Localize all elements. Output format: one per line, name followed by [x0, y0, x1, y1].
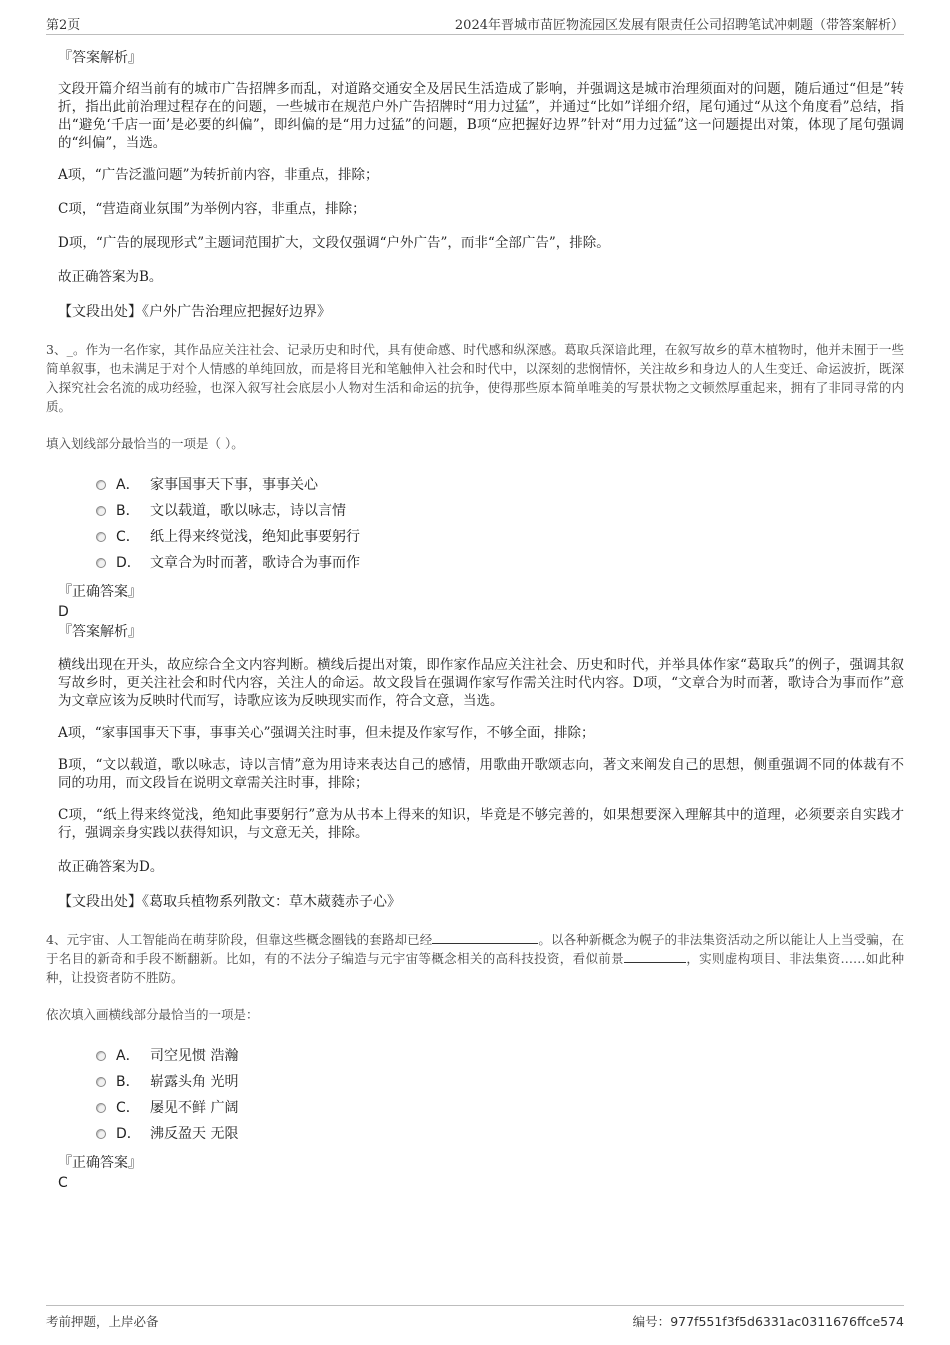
q4-text-part-3: ，实则虚构项目、非法集资……如此种种，让投资者防不胜防。	[46, 951, 904, 985]
q3-analysis-label: 『答案解析』	[58, 624, 142, 640]
q2-analysis-intro: 文段开篇介绍当前有的城市广告招牌多而乱，对道路交通安全及居民生活造成了影响，并强调这是城市治理须面对的问题，随后通过“但是”转折，指出此前治理过程存在的问题，一些城市在规范户外广告招牌时“用力过猛”，并通过“比如”详细介绍，尾句通过“从这个角度看”总结，指出“避免‘千店一面’是必要的纠偏”，即纠偏的是“用力过猛”的问题，B项“应把握好边界”针对“用力过猛”这一问题提出对策，体现了尾句强调的“纠偏”，当选。	[58, 81, 904, 151]
radio-icon[interactable]	[96, 1051, 106, 1061]
option-text: 纸上得来终觉浅，绝知此事要躬行	[150, 529, 360, 545]
option-text: 文以载道，歌以咏志，诗以言情	[150, 503, 346, 519]
q4-answer-value: C	[58, 1175, 68, 1191]
q4-question-text	[46, 930, 904, 987]
option-text: 崭露头角 光明	[150, 1074, 239, 1090]
option-letter: C．	[116, 1100, 140, 1116]
q2-analysis-label: 『答案解析』	[58, 50, 142, 66]
option-letter: A．	[116, 1048, 140, 1064]
q2-analysis-option-c: C项，“营造商业氛围”为举例内容，非重点，排除；	[58, 201, 366, 217]
option-letter: D．	[116, 1126, 141, 1142]
option-letter: B．	[116, 503, 140, 519]
q3-question-text: 3、_。作为一名作家，其作品应关注社会、记录历史和时代，具有使命感、时代感和纵深感。葛取兵深谙此理，在叙写故乡的草木植物时，他并未囿于一些简单叙事，也未满足于对个人情感的单纯回放，而是将目光和笔触伸入社会和时代中，以深刻的悲悯情怀，关注故乡和身边人的人生变迁、命运波折，既深入探究社会名流的成功经验，也深入叙写社会底层小人物对生活和命运的抗争，使得那些原本简单唯美的写景状物之文顿然厚重起来，拥有了非同寻常的内质。	[46, 342, 904, 414]
q4-option-c[interactable]	[96, 1095, 904, 1121]
q4-option-a[interactable]	[96, 1043, 904, 1069]
page-footer	[46, 1305, 904, 1328]
q2-analysis-option-d: D项，“广告的展现形式”主题词范围扩大，文段仅强调“户外广告”，而非“全部广告”，排除。	[58, 235, 610, 251]
q3-prompt: 填入划线部分最恰当的一项是（ ）。	[46, 436, 244, 451]
radio-icon[interactable]	[96, 1129, 106, 1139]
q2-conclusion: 故正确答案为B。	[58, 269, 163, 285]
q3-answer-label: 『正确答案』	[58, 584, 142, 600]
option-letter: B．	[116, 1074, 140, 1090]
q3-option-a[interactable]	[96, 472, 904, 498]
option-text: 沸反盈天 无限	[150, 1126, 239, 1142]
q4-blank-2	[624, 950, 686, 963]
page-content	[46, 38, 904, 1193]
radio-icon[interactable]	[96, 532, 106, 542]
radio-icon[interactable]	[96, 1077, 106, 1087]
q4-text-part-2: 。以各种新概念为幌子的非法集资活动之所以能让人上当受骗，在于名目的新奇和手段不断翻新。比如，有的不法分子编造与元宇宙等概念相关的高科技投资，看似前景	[46, 932, 904, 966]
q3-options	[96, 472, 904, 576]
q3-analysis-option-a: A项，“家事国事天下事，事事关心”强调关注时事，但未提及作家写作，不够全面，排除；	[58, 725, 595, 741]
q4-option-b[interactable]	[96, 1069, 904, 1095]
radio-icon[interactable]	[96, 480, 106, 490]
radio-icon[interactable]	[96, 1103, 106, 1113]
option-text: 屡见不鲜 广阔	[150, 1100, 239, 1116]
q3-option-d[interactable]	[96, 550, 904, 576]
q3-analysis-option-c: C项，“纸上得来终觉浅，绝知此事要躬行”意为从书本上得来的知识，毕竟是不够完善的，如果想要深入理解其中的道理，必须要亲自实践才行，强调亲身实践以获得知识，与文意无关，排除。	[58, 807, 904, 841]
q4-answer-label: 『正确答案』	[58, 1155, 142, 1171]
option-text: 司空见惯 浩瀚	[150, 1048, 239, 1064]
q4-text-part-1: 4、元宇宙、人工智能尚在萌芽阶段，但靠这些概念圈钱的套路却已经	[46, 932, 433, 947]
footer-slogan: 考前押题，上岸必备	[46, 1314, 159, 1329]
option-letter: A．	[116, 477, 140, 493]
q3-source: 【文段出处】《葛取兵植物系列散文：草木葳蕤赤子心》	[58, 894, 401, 910]
option-text: 家事国事天下事，事事关心	[150, 477, 318, 493]
q3-option-c[interactable]	[96, 524, 904, 550]
document-title: 2024年晋城市苗匠物流园区发展有限责任公司招聘笔试冲刺题（带答案解析）	[454, 18, 904, 33]
page-number: 第2页	[46, 18, 81, 33]
page-header	[46, 12, 904, 35]
option-letter: D．	[116, 555, 141, 571]
q2-source: 【文段出处】《户外广告治理应把握好边界》	[58, 304, 331, 320]
code-value: 977f551f3f5d6331ac0311676ffce574	[670, 1314, 904, 1329]
q3-analysis-option-b: B项，“文以载道，歌以咏志，诗以言情”意为用诗来表达自己的感情，用歌曲开歌颂志向，著文来阐发自己的思想，侧重强调不同的体裁有不同的功用，而文段旨在说明文章需关注时事，排除；	[58, 757, 904, 791]
q3-option-b[interactable]	[96, 498, 904, 524]
option-text: 文章合为时而著，歌诗合为事而作	[150, 555, 360, 571]
option-letter: C．	[116, 529, 140, 545]
q3-answer-value: D	[58, 604, 69, 620]
document-code	[633, 1312, 904, 1330]
radio-icon[interactable]	[96, 558, 106, 568]
q3-conclusion: 故正确答案为D。	[58, 859, 164, 875]
q4-options	[96, 1043, 904, 1147]
q2-analysis-option-a: A项，“广告泛滥问题”为转折前内容，非重点，排除；	[58, 167, 379, 183]
q4-option-d[interactable]	[96, 1121, 904, 1147]
q4-prompt: 依次填入画横线部分最恰当的一项是：	[46, 1007, 259, 1022]
q3-analysis-intro: 横线出现在开头，故应综合全文内容判断。横线后提出对策，即作家作品应关注社会、历史和时代，并举具体作家“葛取兵”的例子，强调其叙写故乡时，更关注社会和时代内容，关注人的命运。故文段旨在强调作家写作需关注时代内容。D项，“文章合为时而著，歌诗合为事而作”意为文章应该为反映时代而写，诗歌应该为反映现实而作，符合文意，当选。	[58, 657, 904, 709]
radio-icon[interactable]	[96, 506, 106, 516]
code-label: 编号：	[632, 1314, 671, 1329]
q4-blank-1	[432, 931, 538, 944]
